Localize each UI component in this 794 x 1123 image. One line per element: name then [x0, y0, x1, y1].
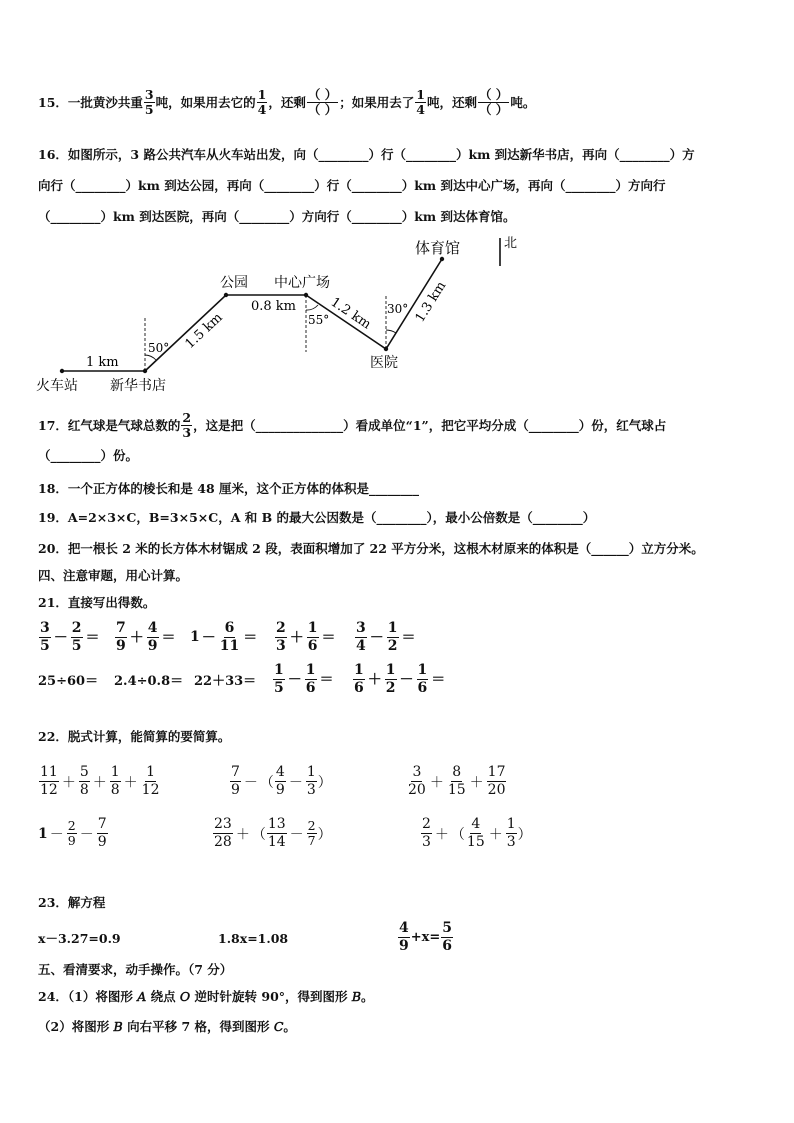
label-center-square: 中心广场 — [274, 275, 330, 291]
q15-text-1: 一批黄沙共重 — [67, 94, 143, 110]
label-hospital: 医院 — [370, 355, 398, 371]
angle-2: 55° — [308, 313, 330, 327]
q22-expr-4: 1 － $\frac{2}{9}$ － $\frac{7}{9}$ — [38, 816, 107, 850]
q16-line-1: 16．如图所示，3 路公共汽车从火车站出发，向（________）行（________）km 到达新华书店，再向（________）方 — [38, 147, 695, 162]
section-4-heading: 四、注意审题，用心计算。 — [38, 568, 189, 583]
q23-equation-2: 1.8x=1.08 — [218, 931, 289, 946]
q17-line-2: （________）份。 — [38, 448, 139, 463]
q20: 20．把一根长 2 米的长方体木材锯成 2 段，表面积增加了 22 平方分米，这根木材原来的体积是（______）立方分米。 — [38, 541, 704, 556]
q22-expr-3: $\frac{3}{20}$ ＋ $\frac{8}{15}$ ＋ $\frac{17}{20}$ — [408, 764, 506, 798]
q21-expr-1: $\frac{3}{5}$ － $\frac{2}{5}$ ＝ — [40, 619, 100, 654]
q15-number: 15． — [38, 94, 68, 110]
north-label: 北 — [504, 236, 518, 251]
q21-expr-2: $\frac{7}{9}$ ＋ $\frac{4}{9}$ ＝ — [116, 619, 176, 654]
q17-number: 17． — [38, 417, 68, 433]
distance-3: 0.8 km — [251, 299, 297, 314]
q18: 18．一个正方体的棱长和是 48 厘米，这个正方体的体积是________ — [38, 481, 419, 496]
label-bookstore: 新华书店 — [110, 378, 166, 394]
q15-answer-blank-2[interactable]: $\frac{( )}{( )}$ — [478, 87, 509, 117]
route-map — [30, 232, 550, 398]
distance-4: 1.2 km — [327, 294, 374, 333]
q19: 19．A=2×3×C，B=3×5×C，A 和 B 的最大公因数是（________），最小公倍数是（________） — [38, 510, 596, 525]
q21-expr-3: 1 － $\frac{6}{11}$ ＝ — [190, 619, 258, 654]
q15-answer-blank-1[interactable]: $\frac{( )}{( )}$ — [307, 87, 338, 117]
q15-text-4: ；如果用去了 — [339, 94, 415, 110]
distance-2: 1.5 km — [182, 310, 226, 352]
q21-expr-5: $\frac{3}{4}$ － $\frac{1}{2}$ ＝ — [356, 619, 416, 654]
q16-line-2: 向行（________）km 到达公园，再向（________）行（________）km 到达中心广场，再向（________）方向行 — [38, 178, 666, 193]
q21-expr-8: 22＋33＝ — [194, 673, 257, 689]
q15-used-fraction-2: $\frac{1}{4}$ — [416, 87, 425, 117]
q21-expr-7: 2.4÷0.8＝ — [114, 673, 184, 689]
label-stadium: 体育馆 — [415, 239, 461, 257]
label-train-station: 火车站 — [36, 378, 78, 394]
q22-expr-5: $\frac{23}{28}$ ＋ （ $\frac{13}{14}$ － $\frac{2}{7}$ ） — [214, 816, 332, 850]
q22-expr-6: $\frac{2}{3}$ ＋ （ $\frac{4}{15}$ ＋ $\frac{1}{3}$ ） — [422, 816, 532, 850]
q24-part-2: （2）将图形 𝐵 向右平移 7 格，得到图形 𝐶。 — [38, 1019, 296, 1034]
q21-row-1 — [38, 619, 430, 655]
angle-3: 30° — [387, 302, 409, 316]
q21-expr-10: $\frac{1}{6}$ ＋ $\frac{1}{2}$ － $\frac{1}{6}$ ＝ — [354, 661, 446, 696]
q15-weight-fraction: $\frac{3}{5}$ — [144, 87, 154, 117]
q23-title: 23．解方程 — [38, 895, 106, 910]
q21-title: 21．直接写出得数。 — [38, 595, 156, 610]
q23-equation-3: $\frac{4}{9}$ +x= $\frac{5}{6}$ — [399, 920, 453, 954]
q15-text-5: 吨，还剩 — [426, 94, 477, 110]
q15-used-fraction: $\frac{1}{4}$ — [257, 87, 267, 117]
q17-fraction: $\frac{2}{3}$ — [182, 410, 192, 440]
q21-expr-9: $\frac{1}{5}$ － $\frac{1}{6}$ ＝ — [274, 661, 334, 696]
label-park: 公园 — [220, 275, 248, 291]
q15-text-3: ，还剩 — [268, 94, 306, 110]
q21-row-2 — [38, 660, 447, 698]
q15 — [38, 88, 535, 117]
q22-title: 22．脱式计算，能简算的要简算。 — [38, 729, 231, 744]
q17 — [38, 411, 666, 440]
q24-part-1: 24．（1）将图形 𝐴 绕点 𝑂 逆时针旋转 90°，得到图形 𝐵。 — [38, 989, 374, 1004]
q23-equation-1: x－3.27=0.9 — [38, 931, 121, 946]
section-5-heading: 五、看清要求，动手操作。（7 分） — [38, 962, 233, 977]
q22-expr-2: $\frac{7}{9}$ － （ $\frac{4}{9}$ － $\frac{1}{3}$ ） — [231, 764, 332, 798]
distance-1: 1 km — [86, 355, 119, 370]
q21-expr-4: $\frac{2}{3}$ ＋ $\frac{1}{6}$ ＝ — [276, 619, 336, 654]
q16-line-3: （________）km 到达医院，再向（________）方向行（________）km 到达体育馆。 — [38, 209, 516, 224]
q17-text-2: ，这是把（______________）看成单位“1”，把它平均分成（________）份，红气球占 — [193, 417, 667, 433]
q15-text-2: 吨，如果用去它的 — [155, 94, 256, 110]
q21-expr-6: 25÷60＝ — [38, 673, 99, 689]
angle-1: 50° — [148, 341, 170, 355]
distance-5: 1.3 km — [412, 278, 450, 326]
q22-expr-1: $\frac{11}{12}$ ＋ $\frac{5}{8}$ ＋ $\frac{1}{8}$ ＋ $\frac{1}{12}$ — [40, 764, 160, 798]
q17-text-1: 红气球是气球总数的 — [67, 417, 181, 433]
q15-text-6: 吨。 — [510, 94, 536, 110]
